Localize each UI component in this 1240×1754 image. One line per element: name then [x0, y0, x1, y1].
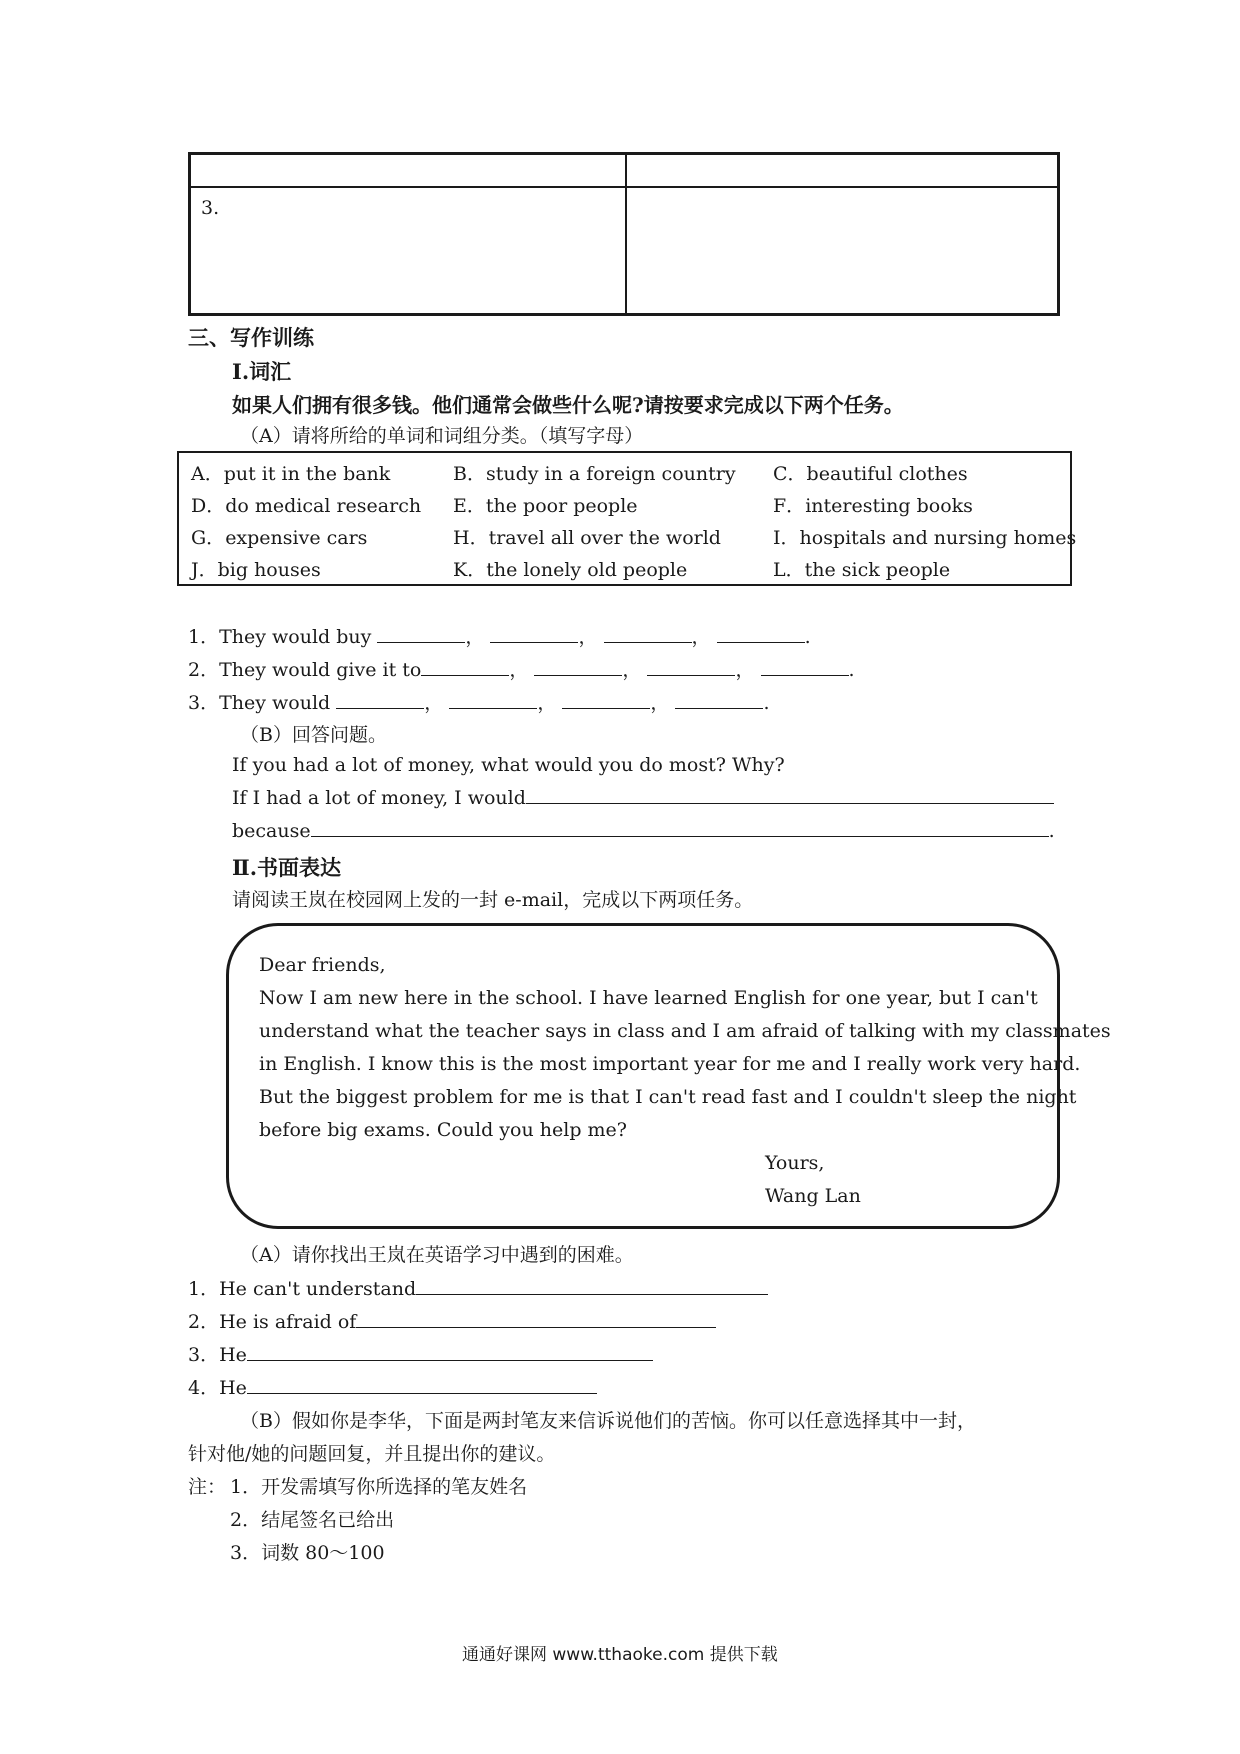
table-cell-label: 3. — [201, 197, 220, 219]
note-item: 3．词数 80～100 — [230, 1542, 385, 1564]
email-closing: Yours, — [765, 1152, 825, 1174]
difficulty-line-4: 4．He — [188, 1373, 597, 1400]
fill-line-1: 1．They would buy ， ， ， . — [188, 626, 811, 648]
option-a: A．put it in the bank — [191, 463, 391, 485]
email-line: But the biggest problem for me is that I can't read fast and I couldn't sleep the night — [259, 1086, 1077, 1108]
email-line: understand what the teacher says in class and I am afraid of talking with my classmates — [259, 1020, 1111, 1042]
difficulty-input[interactable] — [416, 1278, 768, 1295]
option-c: C．beautiful clothes — [773, 463, 968, 485]
page-footer: 通通好课网 www.tthaoke.com 提供下载 — [462, 1645, 778, 1665]
because-line: because . — [232, 820, 1055, 842]
taskA-instruction: （A）请将所给的单词和词组分类。（填写字母） — [240, 425, 644, 447]
note-item: 1．开发需填写你所选择的笔友姓名 — [230, 1476, 528, 1498]
option-j: J．big houses — [191, 559, 321, 581]
option-l: L．the sick people — [773, 559, 951, 581]
blank-input[interactable] — [490, 626, 578, 643]
part2-intro: 请阅读王岚在校园网上发的一封 e-mail，完成以下两项任务。 — [232, 889, 754, 911]
blank-input[interactable] — [336, 692, 424, 709]
option-g: G．expensive cars — [191, 527, 368, 549]
notes-label: 注： — [188, 1476, 227, 1498]
difficulty-line-1: 1．He can't understand — [188, 1274, 768, 1301]
blank-input[interactable] — [717, 626, 805, 643]
option-f: F．interesting books — [773, 495, 973, 517]
difficulty-input[interactable] — [247, 1344, 653, 1361]
because-input[interactable] — [311, 820, 1049, 837]
part2-heading: Ⅱ.书面表达 — [232, 855, 342, 880]
email-line: in English. I know this is the most important year for me and I really work very hard. — [259, 1053, 1081, 1075]
part2-taskB-line1: （B）假如你是李华，下面是两封笔友来信诉说他们的苦恼。你可以任意选择其中一封， — [240, 1410, 976, 1432]
blank-input[interactable] — [647, 659, 735, 676]
option-i: I．hospitals and nursing homes — [773, 527, 1077, 549]
email-line: before big exams. Could you help me? — [259, 1119, 627, 1141]
answer-input[interactable] — [526, 787, 1054, 804]
table-column-divider — [625, 155, 627, 313]
option-e: E．the poor people — [453, 495, 638, 517]
taskB-question: If you had a lot of money, what would you do most? Why? — [232, 754, 785, 776]
blank-input[interactable] — [377, 626, 465, 643]
answer-table — [188, 152, 1060, 316]
fill-line-2: 2．They would give it to ， ， ， . — [188, 659, 855, 681]
fill-line-3: 3．They would ， ， ， . — [188, 692, 770, 714]
difficulty-line-2: 2．He is afraid of — [188, 1307, 716, 1334]
option-h: H．travel all over the world — [453, 527, 721, 549]
blank-input[interactable] — [761, 659, 849, 676]
difficulty-line-3: 3．He — [188, 1340, 653, 1367]
blank-input[interactable] — [562, 692, 650, 709]
difficulty-input[interactable] — [247, 1377, 597, 1394]
answer-line: If I had a lot of money, I would — [232, 787, 1054, 809]
table-row-divider — [191, 186, 1057, 188]
email-line: Now I am new here in the school. I have learned English for one year, but I can't — [259, 987, 1038, 1009]
part2-taskA: （A）请你找出王岚在英语学习中遇到的困难。 — [240, 1244, 634, 1266]
options-box — [177, 451, 1077, 586]
email-signature: Wang Lan — [765, 1185, 861, 1207]
option-b: B．study in a foreign country — [453, 463, 736, 485]
part1-heading: Ⅰ.词汇 — [232, 359, 292, 384]
note-item: 2．结尾签名已给出 — [230, 1509, 395, 1531]
part2-taskB-line2: 针对他/她的问题回复，并且提出你的建议。 — [188, 1443, 556, 1465]
taskB-instruction: （B）回答问题。 — [240, 724, 387, 746]
email-greeting: Dear friends, — [259, 954, 386, 976]
section-heading: 三、写作训练 — [188, 325, 314, 350]
part1-intro: 如果人们拥有很多钱。他们通常会做些什么呢?请按要求完成以下两个任务。 — [232, 393, 904, 417]
blank-input[interactable] — [449, 692, 537, 709]
blank-input[interactable] — [604, 626, 692, 643]
difficulty-input[interactable] — [356, 1311, 716, 1328]
option-k: K．the lonely old people — [453, 559, 688, 581]
email-box — [226, 923, 1111, 1229]
blank-input[interactable] — [534, 659, 622, 676]
option-d: D．do medical research — [191, 495, 422, 517]
blank-input[interactable] — [675, 692, 763, 709]
blank-input[interactable] — [421, 659, 509, 676]
